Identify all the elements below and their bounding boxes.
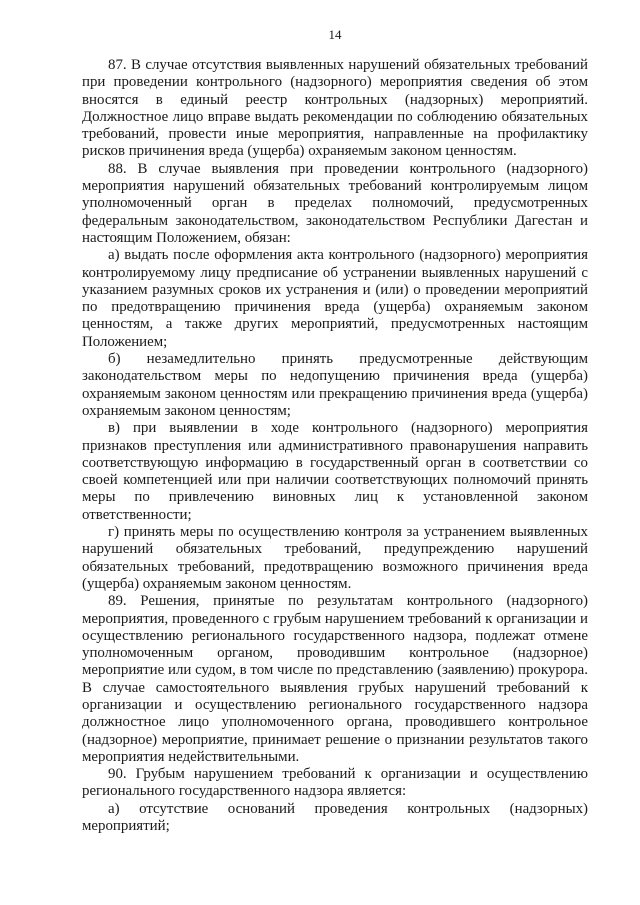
paragraph-88-v: в) при выявлении в ходе контрольного (надзорного) мероприятия признаков преступления или административного правонарушения направить соответствующую информацию в государственный орган в соответствии со своей компетенцией или при наличии соответствующих полномочий принять меры по привлечению виновных лиц к установленной законом ответственности; bbox=[82, 420, 588, 523]
paragraph-88: 88. В случае выявления при проведении контрольного (надзорного) мероприятия нарушений обязательных требований контролируемым лицом уполномоченный орган в пределах полномочий, предусмотренных федеральным законодательством, законодательством Республики Дагестан и настоящим Положением, обязан: bbox=[82, 160, 588, 246]
document-body bbox=[82, 57, 588, 835]
paragraph-88-a: а) выдать после оформления акта контрольного (надзорного) мероприятия контролируемому лицу предписание об устранении выявленных нарушений с указанием разумных сроков их устранения и (или) о проведении мероприятий по предотвращению причинения вреда (ущерба) охраняемым законом ценностям, а также других мероприятий, предусмотренных настоящим Положением; bbox=[82, 247, 588, 350]
page-number: 14 bbox=[328, 27, 342, 42]
paragraph-90-a: а) отсутствие оснований проведения контрольных (надзорных) мероприятий; bbox=[82, 800, 588, 835]
paragraph-89: 89. Решения, принятые по результатам контрольного (надзорного) мероприятия, проведенного с грубым нарушением требований к организации и осуществлению регионального государственного надзора, подлежат отмене уполномоченным органом, проводившим контрольное (надзорное) мероприятие или судом, в том числе по представлению (заявлению) прокурора. В случае самостоятельного выявления грубых нарушений требований к организации и осуществлению регионального государственного надзора должностное лицо уполномоченного органа, проводившего контрольное (надзорное) мероприятие, принимает решение о признании результатов такого мероприятия недействительными. bbox=[82, 593, 588, 765]
paragraph-90: 90. Грубым нарушением требований к организации и осуществлению регионального государственного надзора является: bbox=[82, 766, 588, 800]
paragraph-88-b: б) незамедлительно принять предусмотренные действующим законодательством меры по недопущению причинения вреда (ущерба) охраняемым законом ценностям или прекращению причинения вреда (ущерба) охраняемым законом ценностям; bbox=[82, 351, 588, 419]
paragraph-87: 87. В случае отсутствия выявленных нарушений обязательных требований при проведении контрольного (надзорного) мероприятия сведения об этом вносятся в единый реестр контрольных (надзорных) мероприятий. Должностное лицо вправе выдать рекомендации по соблюдению обязательных требований, провести иные мероприятия, направленные на профилактику рисков причинения вреда (ущерба) охраняемым законом ценностям. bbox=[82, 57, 588, 160]
paragraph-88-g: г) принять меры по осуществлению контроля за устранением выявленных нарушений обязательных требований, предупреждению нарушений обязательных требований, предотвращению возможного причинения вреда (ущерба) охраняемым законом ценностям. bbox=[82, 524, 588, 592]
